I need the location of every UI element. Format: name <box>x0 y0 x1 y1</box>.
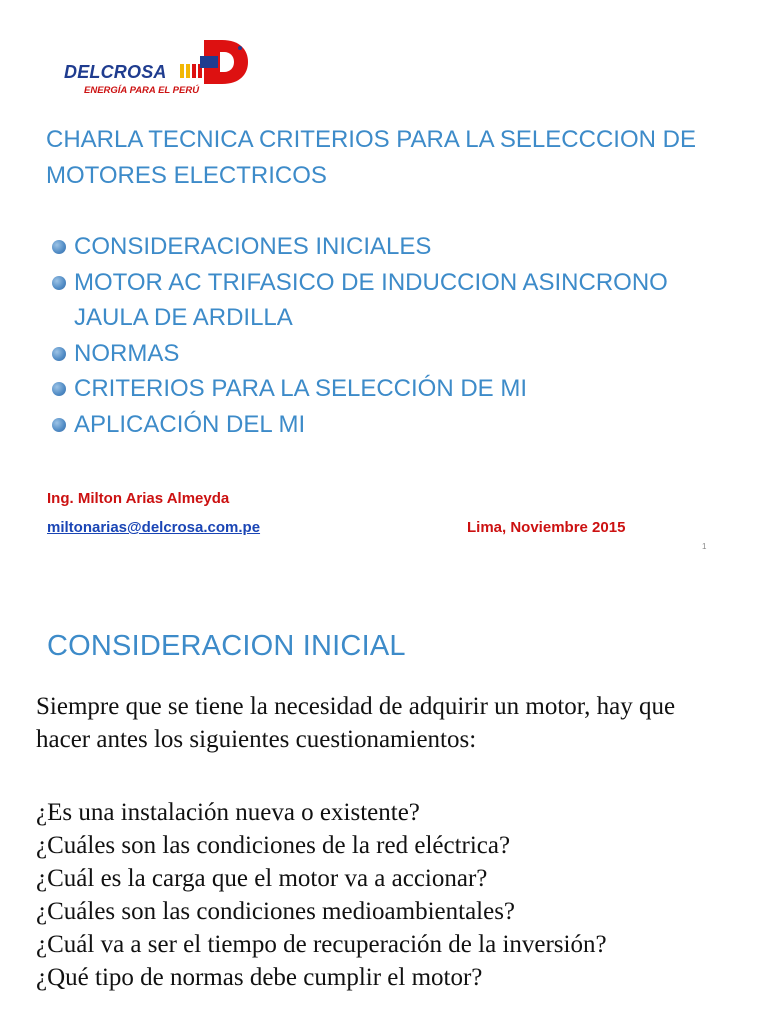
question-item: ¿Cuáles son las condiciones de la red eléctrica? <box>36 832 511 859</box>
list-item <box>52 407 732 443</box>
slide-2 <box>0 590 768 1024</box>
bullet-icon <box>52 418 66 432</box>
bullet-icon <box>52 347 66 361</box>
slide-title: CHARLA TECNICA CRITERIOS PARA LA SELECCCION DE MOTORES ELECTRICOS <box>46 126 696 189</box>
list-item-text: MOTOR AC TRIFASICO DE INDUCCION ASINCRONO JAULA DE ARDILLA <box>74 268 668 331</box>
question-item: ¿Qué tipo de normas debe cumplir el motor? <box>36 964 483 991</box>
bullet-icon <box>52 382 66 396</box>
logo-brand: DELCROSA <box>64 62 167 82</box>
section-heading: CONSIDERACION INICIAL <box>47 630 406 662</box>
list-item <box>52 371 732 407</box>
question-item: ¿Es una instalación nueva o existente? <box>36 799 420 826</box>
email-link[interactable]: miltonarias@delcrosa.com.pe <box>47 519 261 536</box>
intro-paragraph: Siempre que se tiene la necesidad de adquirir un motor, hay que hacer antes los siguientes cuestionamientos: <box>36 693 676 753</box>
question-item: ¿Cuáles son las condiciones medioambientales? <box>36 898 516 925</box>
question-item: ¿Cuál va a ser el tiempo de recuperación de la inversión? <box>36 931 607 958</box>
question-item: ¿Cuál es la carga que el motor va a accionar? <box>36 865 488 892</box>
list-item-text: APLICACIÓN DEL MI <box>74 410 306 438</box>
logo-tagline: ENERGÍA PARA EL PERÚ <box>84 85 200 96</box>
logo-d-icon <box>198 38 250 86</box>
delcrosa-logo <box>58 38 258 100</box>
list-item-text: CRITERIOS PARA LA SELECCIÓN DE MI <box>74 375 527 402</box>
page-number: 1 <box>702 542 707 551</box>
place-date: Lima, Noviembre 2015 <box>467 519 626 536</box>
list-item <box>52 336 732 372</box>
bullet-icon <box>52 240 66 254</box>
topic-list <box>52 229 732 442</box>
bullet-icon <box>52 276 66 290</box>
list-item-text: NORMAS <box>74 339 180 367</box>
list-item-text: CONSIDERACIONES INICIALES <box>74 233 432 260</box>
list-item <box>52 265 732 336</box>
list-item <box>52 229 732 265</box>
question-list <box>36 796 696 994</box>
author-name: Ing. Milton Arias Almeyda <box>47 490 230 507</box>
